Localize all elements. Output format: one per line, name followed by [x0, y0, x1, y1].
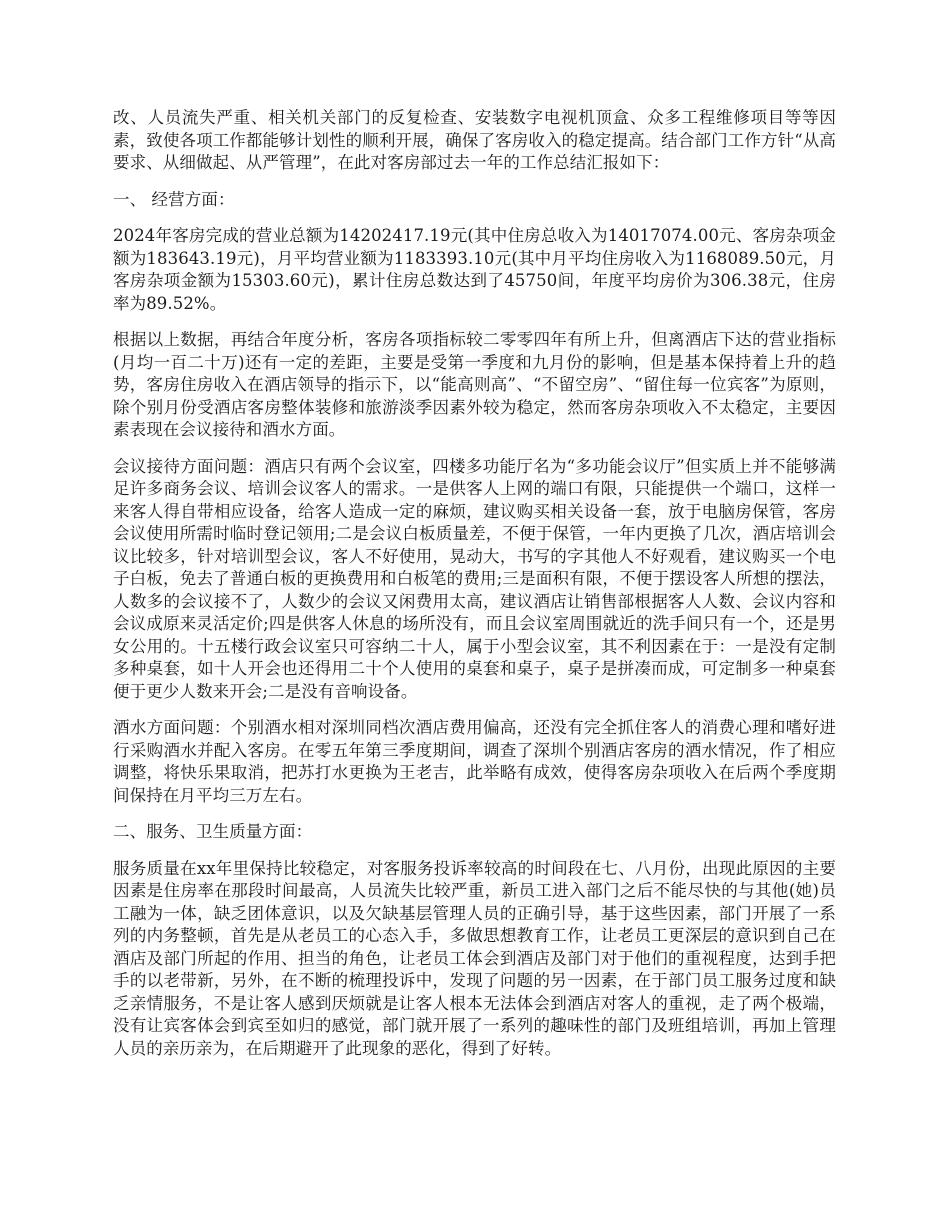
section-heading-service: 二、服务、卫生质量方面： [113, 822, 313, 841]
revenue-paragraph: 2024年客房完成的营业总额为14202417.19元(其中住房总收入为14017074.00元、客房杂项金额为183643.19元)，月平均营业额为1183393.10元(其中月平均住房收入为1168089.50元，月客房杂项金额为15303.60元)，累计住房总数达到了45750间，年度平均房价为306.38元，住房率为89.52%。 [113, 226, 836, 313]
meeting-issues-paragraph: 会议接待方面问题：酒店只有两个会议室，四楼多功能厅名为“多功能会议厅”但实质上并不能够满足许多商务会议、培训会议客人的需求。一是供客人上网的端口有限，只能提供一个端口，这样一来客人得自带相应设备，给客人造成一定的麻烦，建议购买相关设备一套，放于电脑房保管，客房会议使用所需时临时登记领用;二是会议白板质量差，不便于保管，一年内更换了几次，酒店培训会议比较多，针对培训型会议，客人不好使用，晃动大，书写的字其他人不好观看，建议购买一个电子白板，免去了普通白板的更换费用和白板笔的费用;三是面积有限，不便于摆设客人所想的摆法，人数多的会议接不了，人数少的会议又闲费用太高，建议酒店让销售部根据客人人数、会议内容和会议成原来灵活定价;四是供客人休息的场所没有，而且会议室周围就近的洗手间只有一个，还是男女公用的。十五楼行政会议室只可容纳二十人，属于小型会议室，其不利因素在于：一是没有定制多种桌套，如十人开会也还得用二十个人使用的桌套和桌子，桌子是拼凑而成，可定制多一种桌套便于更少人数来开会;二是没有音响设备。 [113, 456, 836, 701]
service-quality-paragraph: 服务质量在xx年里保持比较稳定，对客服务投诉率较高的时间段在七、八月份，出现此原因的主要因素是住房率在那段时间最高，人员流失比较严重，新员工进入部门之后不能尽快的与其他(她)员工融为一体，缺乏团体意识，以及欠缺基层管理人员的正确引导，基于这些因素，部门开展了一系列的内务整顿，首先是从老员工的心态入手，多做思想教育工作，让老员工更深层的意识到自己在酒店及部门所起的作用、担当的角色，让老员工体会到酒店及部门对于他们的重视程度，达到手把手的以老带新，另外，在不断的梳理投诉中，发现了问题的另一因素，在于部门员工服务过度和缺乏亲情服务，不是让客人感到厌烦就是让客人根本无法体会到酒店对客人的重视，走了两个极端，没有让宾客体会到宾至如归的感觉，部门就开展了一系列的趣味性的部门及班组培训，再加上管理人员的亲历亲为，在后期避开了此现象的恶化，得到了好转。 [113, 858, 836, 1058]
section-heading-operations: 一、 经营方面： [113, 189, 235, 209]
document-body [113, 107, 836, 1074]
beverage-issues-paragraph: 酒水方面问题：个别酒水相对深圳同档次酒店费用偏高，还没有完全抓住客人的消费心理和嗜好进行采购酒水并配入客房。在零五年第三季度期间，调查了深圳个别酒店客房的酒水情况，作了相应调整，将快乐果取消，把苏打水更换为王老吉，此举略有成效，使得客房杂项收入在后两个季度期间保持在月平均三万左右。 [113, 718, 836, 805]
analysis-paragraph: 根据以上数据，再结合年度分析，客房各项指标较二零零四年有所上升，但离酒店下达的营业指标(月均一百二十万)还有一定的差距，主要是受第一季度和九月份的影响，但是基本保持着上升的趋势，客房住房收入在酒店领导的指示下，以“能高则高”、“不留空房”、“留住每一位宾客”为原则，除个别月份受酒店客房整体装修和旅游淡季因素外较为稳定，然而客房杂项收入不太稳定，主要因素表现在会议接待和酒水方面。 [113, 330, 836, 439]
intro-paragraph: 改、人员流失严重、相关机关部门的反复检查、安装数字电视机顶盒、众多工程维修项目等等因素，致使各项工作都能够计划性的顺利开展，确保了客房收入的稳定提高。结合部门工作方针“从高要求、从细做起、从严管理”，在此对客房部过去一年的工作总结汇报如下： [113, 108, 836, 172]
